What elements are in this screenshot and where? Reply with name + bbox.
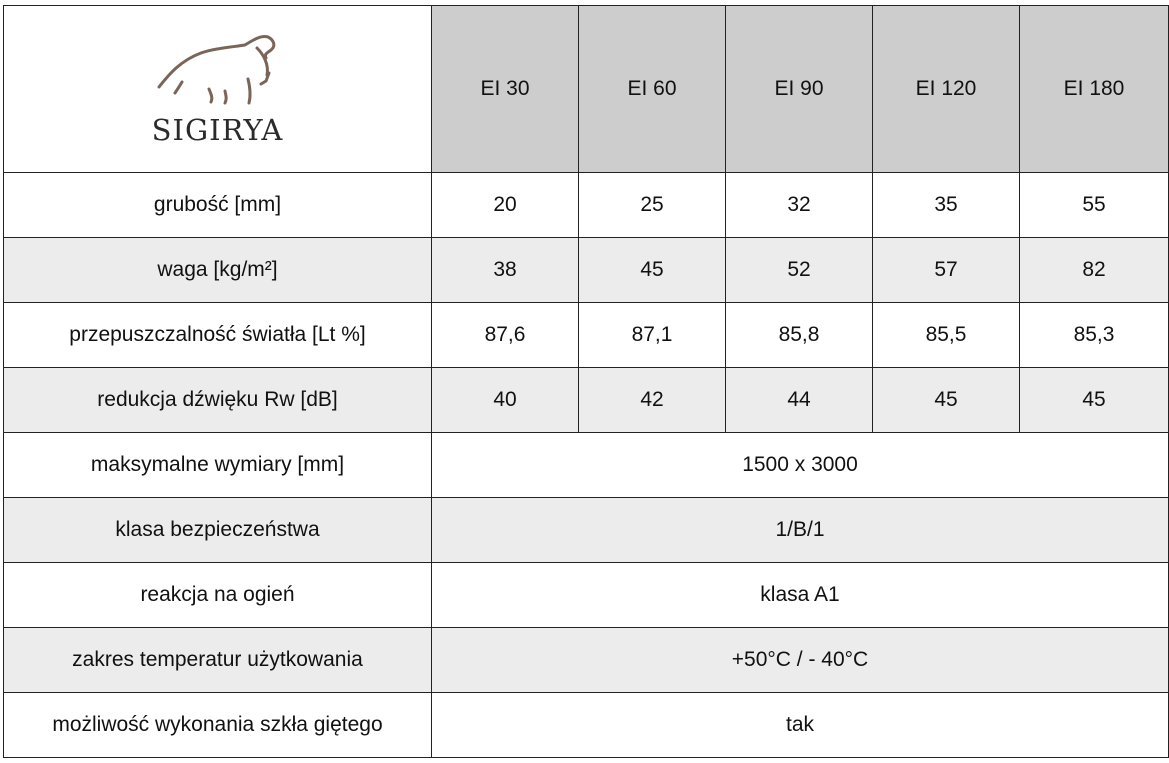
- table-cell: 87,1: [579, 303, 726, 368]
- merged-value-cell: +50°C / - 40°C: [432, 628, 1169, 693]
- column-header: EI 60: [579, 6, 726, 173]
- table-cell: 32: [726, 173, 873, 238]
- table-cell: 20: [432, 173, 579, 238]
- logo-cell: [4, 6, 432, 173]
- table-cell: 85,8: [726, 303, 873, 368]
- row-label: waga [kg/m²]: [4, 238, 432, 303]
- table-cell: 55: [1020, 173, 1169, 238]
- table-row: [4, 303, 1169, 368]
- table-cell: 42: [579, 368, 726, 433]
- merged-value-cell: 1/B/1: [432, 498, 1169, 563]
- table-row: [4, 563, 1169, 628]
- table-cell: 40: [432, 368, 579, 433]
- brand-name: SIGIRYA: [151, 113, 284, 147]
- column-header: EI 180: [1020, 6, 1169, 173]
- table-cell: 85,3: [1020, 303, 1169, 368]
- row-label: możliwość wykonania szkła giętego: [4, 693, 432, 758]
- column-header: EI 120: [873, 6, 1020, 173]
- row-label: grubość [mm]: [4, 173, 432, 238]
- row-label: zakres temperatur użytkowania: [4, 628, 432, 693]
- table-row: [4, 498, 1169, 563]
- row-label: redukcja dźwięku Rw [dB]: [4, 368, 432, 433]
- gorilla-silhouette-icon: [153, 31, 283, 111]
- column-header: EI 90: [726, 6, 873, 173]
- row-label: maksymalne wymiary [mm]: [4, 433, 432, 498]
- table-cell: 35: [873, 173, 1020, 238]
- table-cell: 85,5: [873, 303, 1020, 368]
- table-cell: 45: [873, 368, 1020, 433]
- table-row: [4, 238, 1169, 303]
- table-cell: 52: [726, 238, 873, 303]
- table-cell: 45: [579, 238, 726, 303]
- table-cell: 38: [432, 238, 579, 303]
- table-cell: 25: [579, 173, 726, 238]
- table-cell: 87,6: [432, 303, 579, 368]
- table-row: [4, 433, 1169, 498]
- table-row: [4, 368, 1169, 433]
- merged-value-cell: 1500 x 3000: [432, 433, 1169, 498]
- table-cell: 57: [873, 238, 1020, 303]
- row-label: klasa bezpieczeństwa: [4, 498, 432, 563]
- header-row: [4, 6, 1169, 173]
- table-cell: 44: [726, 368, 873, 433]
- table-cell: 45: [1020, 368, 1169, 433]
- row-label: reakcja na ogień: [4, 563, 432, 628]
- spec-table: [3, 5, 1169, 758]
- table-row: [4, 693, 1169, 758]
- table-cell: 82: [1020, 238, 1169, 303]
- merged-value-cell: tak: [432, 693, 1169, 758]
- merged-value-cell: klasa A1: [432, 563, 1169, 628]
- table-row: [4, 628, 1169, 693]
- table-row: [4, 173, 1169, 238]
- row-label: przepuszczalność światła [Lt %]: [4, 303, 432, 368]
- column-header: EI 30: [432, 6, 579, 173]
